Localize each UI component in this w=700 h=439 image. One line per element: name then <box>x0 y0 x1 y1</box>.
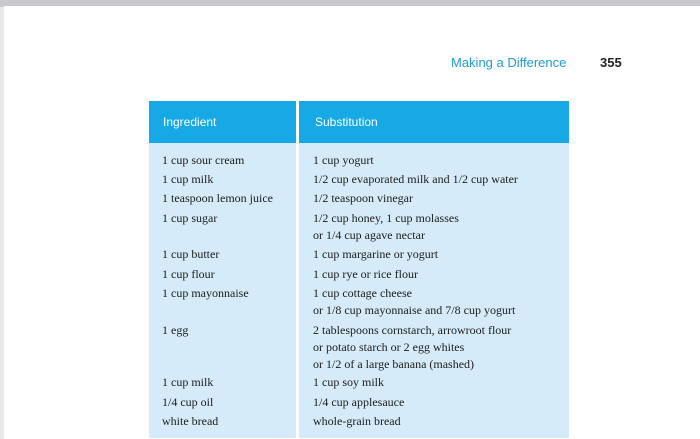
ingredient-cell: 1 egg <box>162 323 189 337</box>
substitution-cell: whole-grain bread <box>313 414 401 428</box>
running-header: Making a Difference <box>451 55 567 70</box>
column-divider <box>296 101 299 438</box>
substitution-cell-continued: or potato starch or 2 egg whites <box>313 340 465 354</box>
ingredient-cell: 1 cup sugar <box>162 211 218 225</box>
substitution-cell-continued: or 1/2 of a large banana (mashed) <box>313 357 475 371</box>
ingredient-cell: 1 cup butter <box>162 247 220 261</box>
column-header-substitution: Substitution <box>315 115 378 129</box>
substitution-cell: 1 cup margarine or yogurt <box>313 247 439 261</box>
ingredient-cell: 1 teaspoon lemon juice <box>162 191 273 205</box>
ingredient-cell: 1 cup milk <box>162 375 214 389</box>
ingredient-cell: 1/4 cup oil <box>162 395 214 409</box>
substitution-cell: 1 cup cottage cheese <box>313 286 412 300</box>
substitution-cell: 1/2 teaspoon vinegar <box>313 191 413 205</box>
substitution-cell: 2 tablespoons cornstarch, arrowroot flour <box>313 323 512 337</box>
substitution-cell-continued: or 1/8 cup mayonnaise and 7/8 cup yogurt <box>313 303 516 317</box>
ingredient-cell: 1 cup flour <box>162 267 215 281</box>
substitution-table <box>149 101 569 438</box>
book-page <box>4 6 700 439</box>
substitution-cell: 1/2 cup honey, 1 cup molasses <box>313 211 459 225</box>
table-header <box>149 101 569 143</box>
page-number: 355 <box>600 55 622 70</box>
ingredient-cell: white bread <box>162 414 219 428</box>
substitution-cell: 1/4 cup applesauce <box>313 395 405 409</box>
substitution-cell: 1 cup soy milk <box>313 375 384 389</box>
ingredient-cell: 1 cup sour cream <box>162 153 245 167</box>
substitution-cell: 1/2 cup evaporated milk and 1/2 cup water <box>313 172 518 186</box>
ingredient-cell: 1 cup mayonnaise <box>162 286 249 300</box>
column-header-ingredient: Ingredient <box>163 115 217 129</box>
ingredient-cell: 1 cup milk <box>162 172 214 186</box>
substitution-cell: 1 cup yogurt <box>313 153 374 167</box>
substitution-cell: 1 cup rye or rice flour <box>313 267 418 281</box>
substitution-cell-continued: or 1/4 cup agave nectar <box>313 228 425 242</box>
